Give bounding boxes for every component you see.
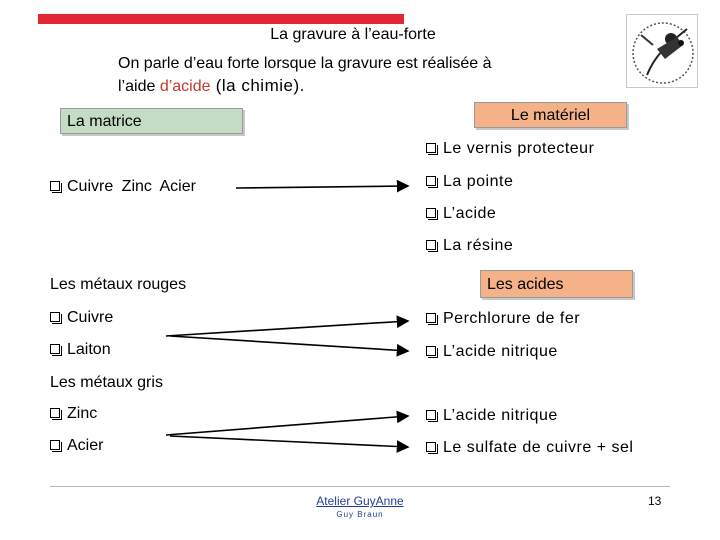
arrow-laiton-to-nitrique	[170, 336, 408, 351]
footer-divider	[50, 486, 670, 487]
intro-line-2: l’aide d’acide (la chimie).	[118, 76, 305, 95]
matrice-item: Cuivre Zinc Acier	[50, 178, 196, 196]
acid-item: L’acide nitrique	[426, 343, 558, 361]
intro-line-1: On parle d’eau forte lorsque la gravure est réalisée à	[118, 55, 492, 72]
checkbox-bullet-icon	[426, 346, 436, 356]
arrow-zinc-to-nitrique	[166, 416, 408, 435]
acides-header: Les acides	[480, 270, 633, 298]
arrow-matrice-to-pointe	[236, 186, 408, 188]
metaux-gris-heading: Les métaux gris	[50, 374, 163, 391]
checkbox-bullet-icon	[50, 440, 60, 450]
metal-item: Acier	[50, 437, 103, 455]
arrow-cuivre-to-perchlorure	[166, 321, 408, 336]
acid-highlight: d’acide	[159, 78, 211, 95]
matrice-header: La matrice	[60, 108, 243, 134]
acid-item: Le sulfate de cuivre + sel	[426, 439, 633, 457]
metal-item: Zinc	[50, 405, 97, 423]
materiel-item: La résine	[426, 237, 513, 255]
metal-item: Laiton	[50, 341, 111, 359]
page-number: 13	[648, 494, 662, 508]
materiel-header: Le matériel	[474, 102, 627, 128]
arrow-acier-to-sulfate	[170, 436, 408, 447]
atelier-link[interactable]: Atelier GuyAnne	[316, 494, 404, 508]
checkbox-bullet-icon	[50, 408, 60, 418]
checkbox-bullet-icon	[50, 344, 60, 354]
metal-item: Cuivre	[50, 309, 113, 327]
checkbox-bullet-icon	[426, 442, 436, 452]
materiel-item: Le vernis protecteur	[426, 140, 594, 158]
page-title: La gravure à l’eau-forte	[270, 26, 436, 43]
metaux-rouges-heading: Les métaux rouges	[50, 276, 187, 293]
checkbox-bullet-icon	[50, 312, 60, 322]
checkbox-bullet-icon	[426, 313, 436, 323]
materiel-item: L’acide	[426, 205, 496, 223]
materiel-item: La pointe	[426, 173, 513, 191]
acid-item: L’acide nitrique	[426, 407, 558, 425]
checkbox-bullet-icon	[426, 410, 436, 420]
author-name: Guy Braun	[336, 510, 384, 519]
acid-item: Perchlorure de fer	[426, 310, 580, 328]
